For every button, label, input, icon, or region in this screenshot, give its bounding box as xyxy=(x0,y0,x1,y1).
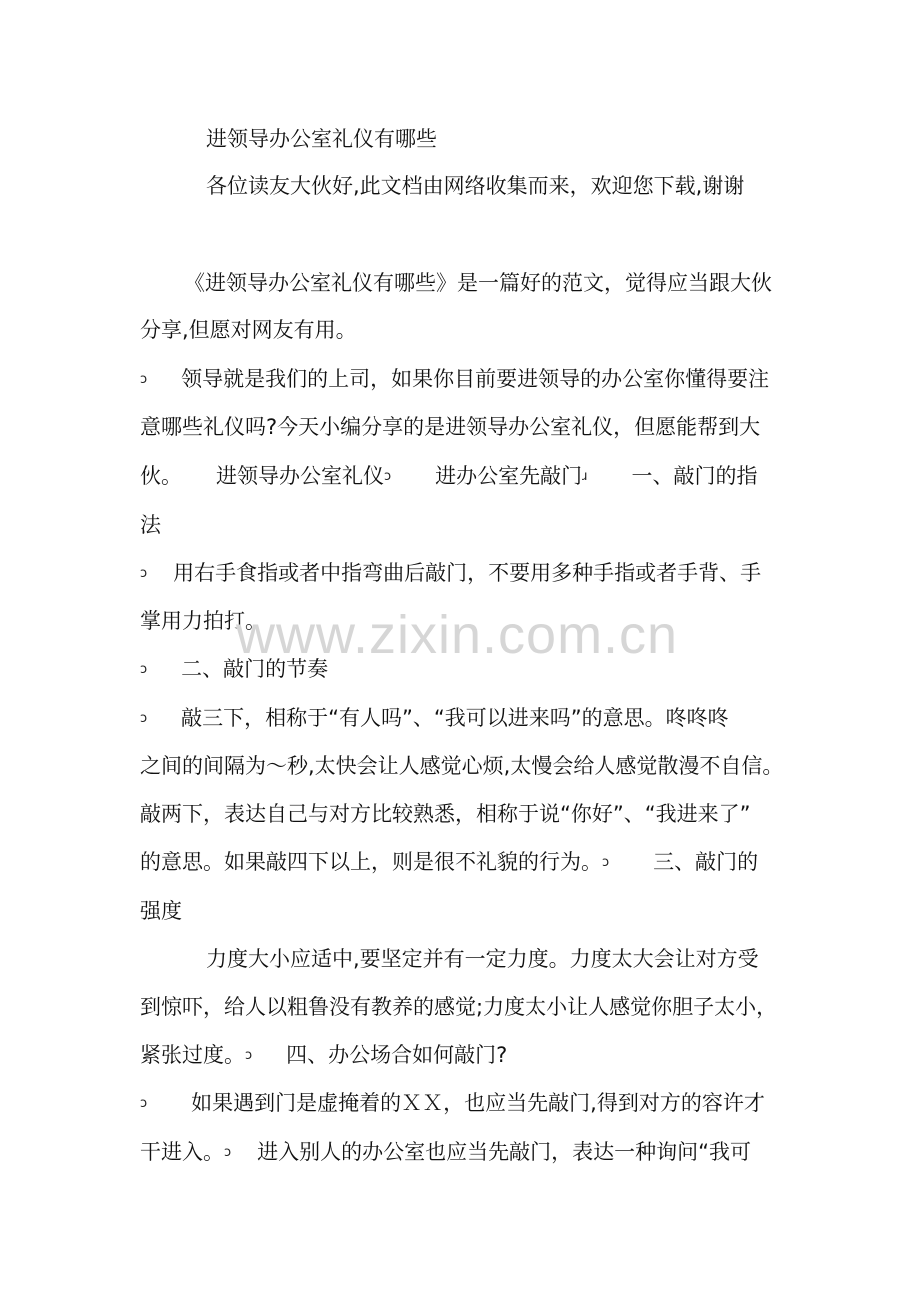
paragraph-2-line-3 xyxy=(140,461,758,492)
paragraph-2-line-1 xyxy=(140,364,769,395)
doc-intro-text: 各位读友大伙好,此文档由网络收集而来，欢迎您下载,谢谢 xyxy=(206,174,745,198)
paragraph-1-line-2 xyxy=(140,315,357,345)
paragraph-3-line-1 xyxy=(140,558,761,589)
paragraph-4-text-4a: 的意思。如果敲四下以上，则是很不礼貌的行为。 xyxy=(140,850,602,874)
paragraph-5-text-2: 到惊吓，给人以粗鲁没有教养的感觉;力度太小让人感觉你胆子太小， xyxy=(140,995,778,1019)
paragraph-1-text-1: 《进领导办公室礼仪有哪些》是一篇好的范文，觉得应当跟大伙 xyxy=(184,271,772,295)
paragraph-5-text-1: 力度大小应适中,要坚定并有一定力度。力度太大会让对方受 xyxy=(206,947,759,971)
paragraph-4-text-1: 敲三下，相称于“有人吗”、“我可以进来吗”的意思。咚咚咚 xyxy=(181,706,729,730)
paragraph-2-line-2 xyxy=(140,412,760,442)
doc-intro xyxy=(206,171,744,201)
paragraph-6-text-2a: 干进入。 xyxy=(140,1140,224,1164)
paragraph-mark-icon: ↄ xyxy=(602,855,610,870)
watermark-text: www.zixin.com.cn xyxy=(236,605,679,665)
paragraph-2-text-3b: 进领导办公室礼仪 xyxy=(216,464,384,488)
paragraph-4-text-4b: 三、敲门的 xyxy=(653,850,759,874)
paragraph-1-text-2: 分享,但愿对网友有用。 xyxy=(140,318,357,342)
paragraph-5-line-3 xyxy=(140,1040,507,1071)
paragraph-2-line-4 xyxy=(140,510,161,540)
paragraph-3-text-1: 用右手食指或者中指弯曲后敲门，不要用多种手指或者手背、手 xyxy=(173,561,762,585)
paragraph-6-line-1 xyxy=(140,1088,765,1119)
paragraph-4-text-5: 强度 xyxy=(140,899,182,923)
paragraph-6-text-1: 如果遇到门是虚掩着的ＸＸ，也应当先敲门,得到对方的容许才 xyxy=(191,1091,765,1115)
paragraph-mark-icon: ↄ xyxy=(140,662,148,677)
paragraph-4-line-1 xyxy=(140,703,729,734)
paragraph-mark-icon: ↄ xyxy=(384,469,392,484)
paragraph-2-text-2: 意哪些礼仪吗?今天小编分享的是进领导办公室礼仪，但愿能帮到大 xyxy=(140,415,761,439)
paragraph-4-text-3: 敲两下，表达自己与对方比较熟悉，相称于说“你好”、“我进来了” xyxy=(140,802,751,826)
paragraph-4-line-4 xyxy=(140,847,758,878)
paragraph-3-text-2: 掌用力拍打。 xyxy=(140,609,266,633)
paragraph-4-line-5 xyxy=(140,896,182,926)
paragraph-5-line-1 xyxy=(206,944,759,974)
paragraph-mark-icon: ↄ xyxy=(140,1096,148,1111)
doc-title xyxy=(206,124,437,154)
paragraph-4-line-2 xyxy=(140,751,783,781)
paragraph-mark-icon: ɹ xyxy=(582,469,588,484)
paragraph-2-text-3c: 进办公室先敲门 xyxy=(435,464,583,488)
paragraph-mark-icon: ↄ xyxy=(140,566,148,581)
paragraph-1-line-1 xyxy=(184,268,772,298)
paragraph-4-text-2: 之间的间隔为～秒,太快会让人感觉心烦,太慢会给人感觉散漫不自信。 xyxy=(140,754,784,778)
paragraph-mark-icon: ↄ xyxy=(245,1048,253,1063)
paragraph-5-text-3b: 四、办公场合如何敲门? xyxy=(286,1043,508,1067)
paragraph-2-text-1: 领导就是我们的上司，如果你目前要进领导的办公室你懂得要注 xyxy=(181,367,770,391)
paragraph-mark-icon: ↄ xyxy=(140,372,148,387)
paragraph-5-text-3a: 紧张过度。 xyxy=(140,1043,245,1067)
heading-2-text: 二、敲门的节奏 xyxy=(181,657,329,681)
watermark xyxy=(236,600,696,670)
paragraph-4-line-3 xyxy=(140,799,751,829)
paragraph-5-line-2 xyxy=(140,992,777,1022)
doc-title-text: 进领导办公室礼仪有哪些 xyxy=(206,127,437,151)
paragraph-6-line-2 xyxy=(140,1137,751,1168)
paragraph-mark-icon: ↄ xyxy=(224,1145,232,1160)
paragraph-6-text-2b: 进入别人的办公室也应当先敲门，表达一种询问“我可 xyxy=(257,1140,752,1164)
paragraph-2-text-4: 法 xyxy=(140,513,161,537)
paragraph-2-text-3a: 伙。 xyxy=(140,464,182,488)
paragraph-mark-icon: ↄ xyxy=(140,711,148,726)
paragraph-2-text-3d: 一、敲门的指 xyxy=(631,464,758,488)
